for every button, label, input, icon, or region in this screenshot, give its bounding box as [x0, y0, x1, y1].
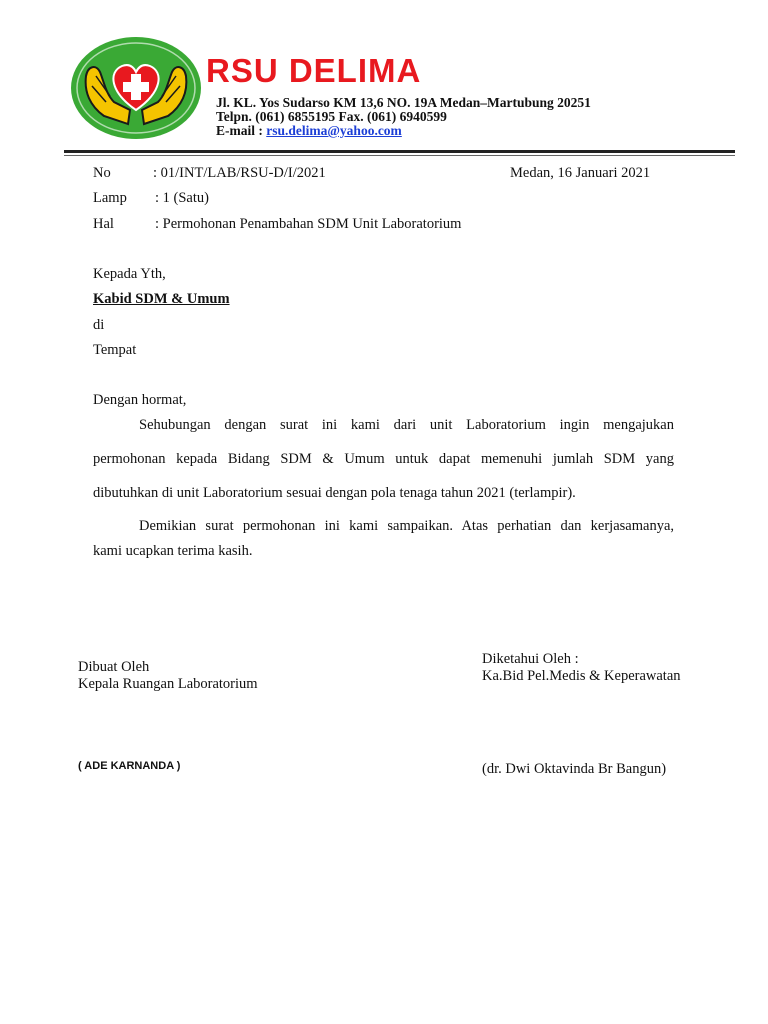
right-signature-name: (dr. Dwi Oktavinda Br Bangun) [482, 761, 667, 777]
recipient-greeting: Kepada Yth, [93, 266, 166, 282]
body-line: Sehubungan dengan surat ini kami dari unit Laboratorium ingin mengajukan [139, 417, 674, 433]
email-link[interactable]: rsu.delima@yahoo.com [266, 123, 402, 138]
no-value: : 01/INT/LAB/RSU-D/I/2021 [153, 165, 326, 181]
recipient-di: di [93, 317, 105, 333]
right-signature-position: Ka.Bid Pel.Medis & Keperawatan [482, 668, 681, 684]
body-line: kami ucapkan terima kasih. [93, 543, 253, 559]
letterhead-divider-thin [64, 155, 735, 156]
email-label: E-mail : [216, 123, 263, 138]
hospital-name: RSU DELIMA [206, 52, 422, 89]
hospital-phone: Telpn. (061) 6855195 Fax. (061) 6940599 [216, 109, 447, 124]
hands-heart-cross-logo [70, 36, 202, 140]
body-line: dibutuhkan di unit Laboratorium sesuai dengan pola tenaga tahun 2021 (terlampir). [93, 485, 576, 501]
lamp-value: : 1 (Satu) [155, 190, 209, 206]
hospital-email-line [216, 124, 402, 138]
hal-value: : Permohonan Penambahan SDM Unit Laboratorium [155, 216, 462, 232]
no-label: No [93, 165, 111, 181]
letterhead-divider [64, 150, 735, 153]
hal-label: Hal [93, 216, 114, 232]
body-line: Demikian surat permohonan ini kami sampaikan. Atas perhatian dan kerjasamanya, [139, 518, 674, 534]
salutation: Dengan hormat, [93, 392, 187, 408]
body-line: permohonan kepada Bidang SDM & Umum untuk dapat memenuhi jumlah SDM yang [93, 451, 674, 467]
recipient-place: Tempat [93, 342, 137, 358]
recipient-name: Kabid SDM & Umum [93, 291, 230, 307]
left-signature-position: Kepala Ruangan Laboratorium [78, 676, 258, 692]
left-signature-name: ( ADE KARNANDA ) [78, 760, 181, 772]
hospital-address: Jl. KL. Yos Sudarso KM 13,6 NO. 19A Medan–Martubung 20251 [216, 95, 591, 110]
left-signature-title: Dibuat Oleh [78, 659, 150, 675]
lamp-label: Lamp [93, 190, 127, 206]
place-date: Medan, 16 Januari 2021 [510, 165, 651, 181]
right-signature-title: Diketahui Oleh : [482, 651, 579, 667]
